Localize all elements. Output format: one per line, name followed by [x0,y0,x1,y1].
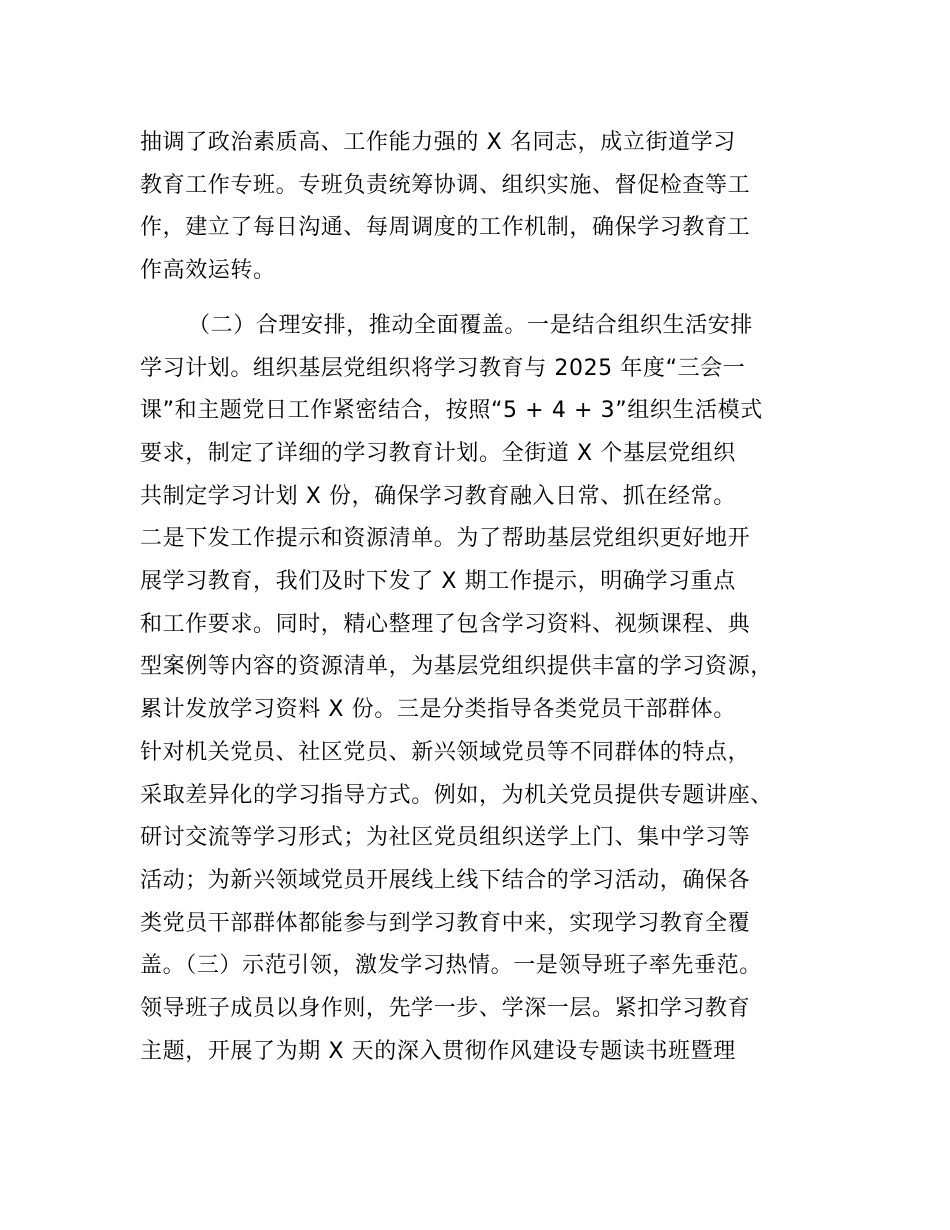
section-heading-line: （二）合理安排，推动全面覆盖。一是结合组织生活安排 [188,312,754,338]
text-line: 要求，制定了详细的学习教育计划。全街道 X 个基层党组织 [140,440,736,466]
text-line: 教育工作专班。专班负责统筹协调、组织实施、督促检查等工 [140,172,751,198]
text-line: 二是下发工作提示和资源清单。为了帮助基层党组织更好地开 [140,526,751,552]
text-line: 作高效运转。 [140,258,276,284]
text-line: 作，建立了每日沟通、每周调度的工作机制，确保学习教育工 [140,215,751,241]
text-line: 盖。（三）示范引领，激发学习热情。一是领导班子率先垂范。 [140,953,762,979]
text-line: 型案例等内容的资源清单，为基层党组织提供丰富的学习资源， [140,654,773,680]
text-line: 和工作要求。同时，精心整理了包含学习资料、视频课程、典 [140,611,751,637]
text-line: 课”和主题党日工作紧密结合，按照“5 + 4 + 3”组织生活模式 [140,398,763,424]
text-line: 研讨交流等学习形式；为社区党员组织送学上门、集中学习等 [140,825,751,851]
text-line: 学习计划。组织基层党组织将学习教育与 2025 年度“三会一 [140,355,746,381]
text-line: 针对机关党员、社区党员、新兴领域党员等不同群体的特点， [140,739,751,765]
text-line: 类党员干部群体都能参与到学习教育中来，实现学习教育全覆 [140,910,751,936]
text-line: 采取差异化的学习指导方式。例如，为机关党员提供专题讲座、 [140,782,773,808]
paragraph-1 [140,122,820,293]
text-line: 累计发放学习资料 X 份。三是分类指导各类党员干部群体。 [140,697,736,723]
document-body [140,122,820,1073]
text-line: 抽调了政治素质高、工作能力强的 X 名同志，成立街道学习 [140,130,736,155]
text-line: 展学习教育，我们及时下发了 X 期工作提示，明确学习重点 [140,569,736,595]
text-line: 共制定学习计划 X 份，确保学习教育融入日常、抓在经常。 [140,483,736,509]
text-line: 活动；为新兴领域党员开展线上线下结合的学习活动，确保各 [140,867,751,893]
paragraph-2 [140,305,820,1074]
text-line: 领导班子成员以身作则，先学一步、学深一层。紧扣学习教育 [140,996,751,1022]
text-line: 主题，开展了为期 X 天的深入贯彻作风建设专题读书班暨理 [140,1038,736,1064]
